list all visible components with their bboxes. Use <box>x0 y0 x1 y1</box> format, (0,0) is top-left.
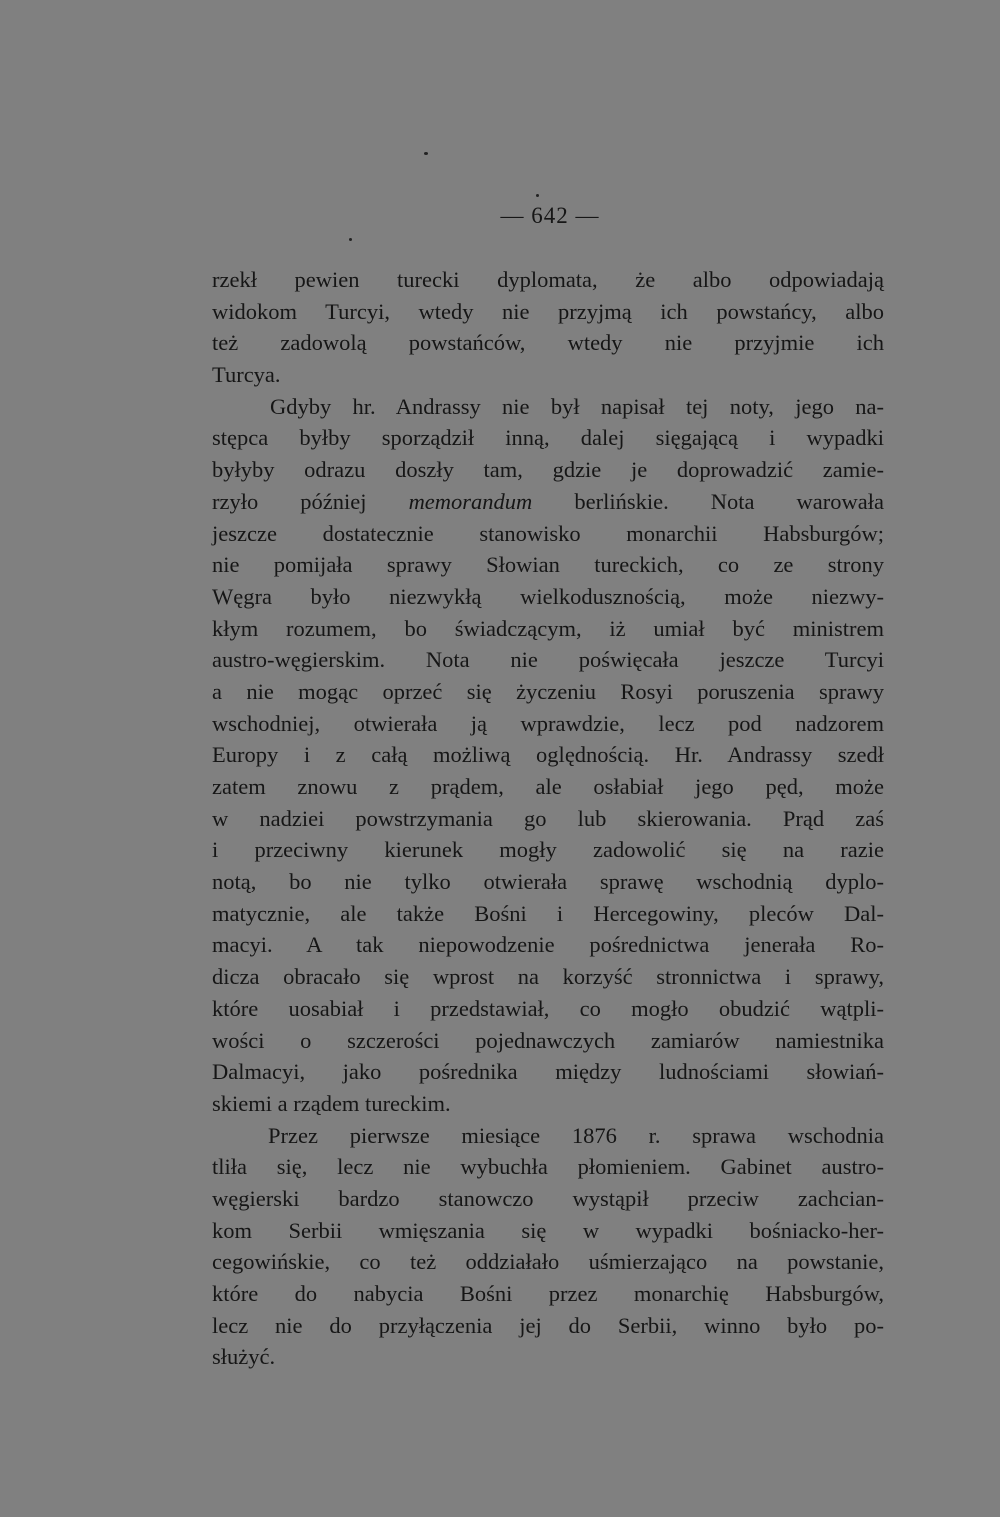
text-line: notą, bo nie tylko otwierała sprawę wschodnią dyplo- <box>212 869 884 895</box>
text-line: które uosabiał i przedstawiał, co mogło obudzić wątpli- <box>212 995 884 1021</box>
text-line: byłyby odrazu doszły tam, gdzie je doprowadzić zamie- <box>212 457 884 483</box>
text-line: Turcya. <box>212 362 281 388</box>
text-line: stępca byłby sporządził inną, dalej sięgającą i wypadki <box>212 425 884 451</box>
text-line: Przez pierwsze miesiące 1876 r. sprawa wschodnia <box>268 1122 884 1148</box>
text-line: służyć. <box>212 1344 276 1370</box>
text-line: Dalmacyi, jako pośrednika między ludnościami słowiań- <box>212 1059 884 1085</box>
text-line: w nadziei powstrzymania go lub skierowania. Prąd zaś <box>212 805 884 831</box>
text-line: i przeciwny kierunek mogły zadowolić się na razie <box>212 837 884 863</box>
text-line: cegowińskie, co też oddziałało uśmierzająco na powstanie, <box>212 1249 884 1275</box>
text-line: Gdyby hr. Andrassy nie był napisał tej noty, jego na- <box>270 393 884 419</box>
text-line: a nie mogąc oprzeć się życzeniu Rosyi poruszenia sprawy <box>212 678 884 704</box>
text-line: austro-węgierskim. Nota nie poświęcała jeszcze Turcyi <box>212 647 884 673</box>
page-number: — 642 — <box>500 203 600 228</box>
text-line: macyi. A tak niepowodzenie pośrednictwa jenerała Ro- <box>212 932 884 958</box>
print-speck <box>536 194 539 197</box>
text-line: jeszcze dostatecznie stanowisko monarchii Habsburgów; <box>212 520 884 546</box>
text-line: wschodniej, otwierała ją wprawdzie, lecz pod nadzorem <box>212 710 884 736</box>
text-line: widokom Turcyi, wtedy nie przyjmą ich powstańcy, albo <box>212 298 884 324</box>
text-line: które do nabycia Bośni przez monarchię Habsburgów, <box>212 1281 884 1306</box>
text-line: wości o szczerości pojednawczych zamiarów namiestnika <box>212 1027 884 1053</box>
text-line: Węgra było niezwykłą wielkodusznością, może niezwy- <box>212 583 884 609</box>
text-line: węgierski bardzo stanowczo wystąpił przeciw zachcian- <box>212 1185 884 1211</box>
text-line: lecz nie do przyłączenia jej do Serbii, winno było po- <box>212 1312 884 1338</box>
text-line: tliła się, lecz nie wybuchła płomieniem. Gabinet austro- <box>212 1154 884 1180</box>
text-line: też zadowolą powstańców, wtedy nie przyjmie ich <box>212 330 884 356</box>
text-line: dicza obracało się wprost na korzyść stronnictwa i sprawy, <box>212 964 884 990</box>
text-line: kłym rozumem, bo świadczącym, iż umiał być ministrem <box>212 615 884 641</box>
text-line: rzekł pewien turecki dyplomata, że albo odpowiadają <box>212 267 884 292</box>
text-line: skiemi a rządem tureckim. <box>212 1090 451 1116</box>
italic-term: memorandum <box>408 488 533 514</box>
text-line: rzyło później memorandum berlińskie. Nota warowała <box>212 488 884 514</box>
text-line: matycznie, ale także Bośni i Hercegowiny, pleców Dal- <box>212 900 884 926</box>
body-text <box>212 264 884 1373</box>
text-line: kom Serbii wmięszania się w wypadki bośniacko-her- <box>212 1217 884 1243</box>
text-line: Europy i z całą możliwą oględnością. Hr. Andrassy szedł <box>212 742 884 768</box>
print-speck <box>424 152 428 155</box>
text-line: nie pomijała sprawy Słowian tureckich, co ze strony <box>212 552 884 578</box>
print-speck <box>349 238 352 241</box>
text-line: zatem znowu z prądem, ale osłabiał jego pęd, może <box>212 774 884 799</box>
